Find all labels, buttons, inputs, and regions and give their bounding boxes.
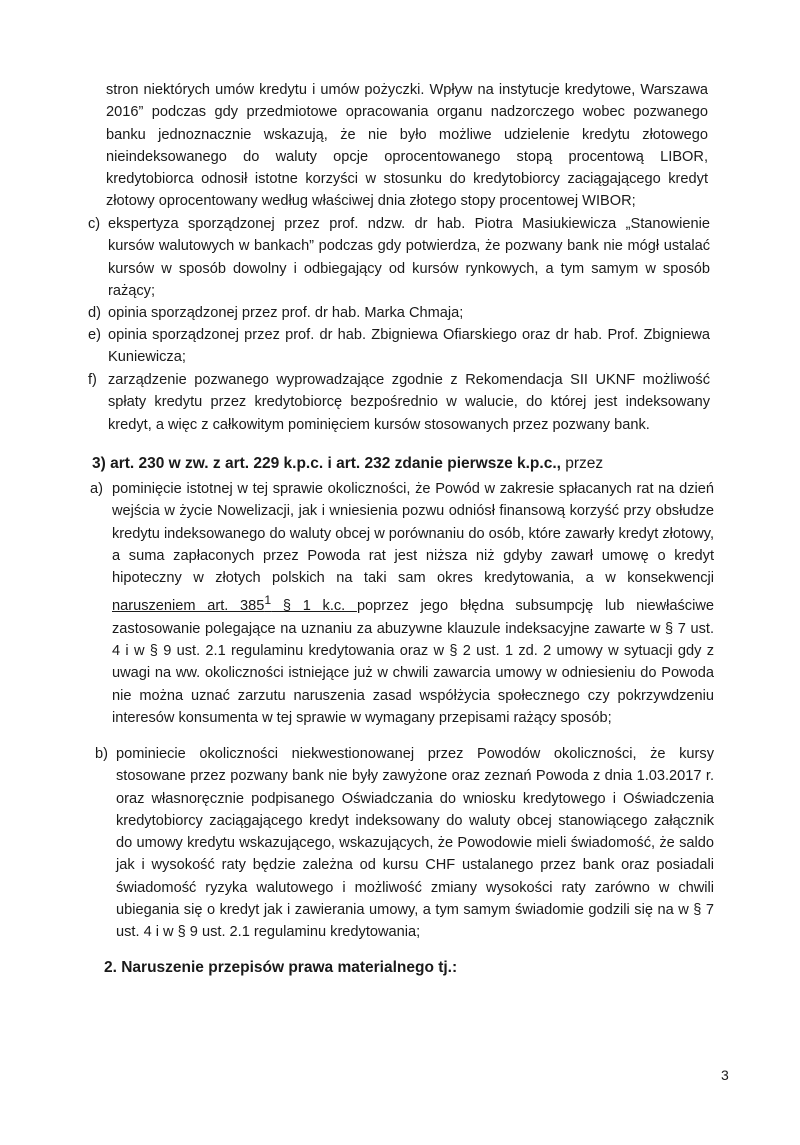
item-a-underlined-citation bbox=[112, 593, 357, 615]
section-3-heading-rest: przez bbox=[560, 455, 604, 472]
list-item-c-label: c) bbox=[88, 216, 101, 232]
list-item-e-text: opinia sporządzonej przez prof. dr hab. Zbigniewa Ofiarskiego oraz dr hab. Prof. Zbigniewa Kuniewicza; bbox=[108, 327, 710, 366]
section-3-heading-bold: 3) art. 230 w zw. z art. 229 k.p.c. i art. 232 zdanie pierwsze k.p.c., bbox=[92, 455, 561, 472]
section-3-item-a-label: a) bbox=[90, 481, 103, 497]
item-a-text-before: pominięcie istotnej w tej sprawie okoliczności, że Powód w zakresie spłacanych rat na dzień wejścia w życie Nowelizacji, jak i wniesienia pozwu odniósł finansową korzyść przy obsłudze kredytu indeksowanego do waluty obcej w porównaniu do osób, które zawarły kredyt złotowy, a suma zapłaconych przez Powoda rat jest niższa niż gdyby zawarł umowę o kredyt hipoteczny w złotych polskich na taki sam okres kredytowania, a w konsekwencji bbox=[112, 481, 714, 587]
page-number: 3 bbox=[721, 1067, 729, 1083]
citation-superscript: 1 bbox=[264, 593, 272, 608]
intro-paragraph: stron niektórych umów kredytu i umów pożyczki. Wpływ na instytucje kredytowe, Warszawa 2016” podczas gdy przedmiotowe opracowania organu nadzorczego wobec pozwanego banku jednoznacznie wskazują, że nie było możliwe udzielenie kredytu złotowego nieindeksowanego do waluty opcje oprocentowanego stopą procentową LIBOR, kredytobiorca odnosił istotne korzyści w stosunku do kredytobiorcy zaciągającego kredyt złotowy oprocentowany według właściwej dnia złotego stopy procentowej WIBOR; bbox=[106, 82, 708, 210]
list-item-c-text: ekspertyza sporządzonej przez prof. ndzw. dr hab. Piotra Masiukiewicza „Stanowienie kursów walutowych w bankach” podczas gdy potwierdza, że pozwany bank nie mógł ustalać kursów w sposób dowolny i odbiegający od kursów rynkowych, a tym samym w sposób rażący; bbox=[108, 216, 710, 299]
list-item-d-text: opinia sporządzonej przez prof. dr hab. Marka Chmaja; bbox=[108, 305, 464, 321]
list-item-e-label: e) bbox=[88, 327, 101, 343]
citation-post: § 1 k.c. bbox=[271, 598, 357, 615]
section-2-heading: 2. Naruszenie przepisów prawa materialnego tj.: bbox=[104, 959, 458, 976]
section-3-item-b-text: pominiecie okoliczności niekwestionowanej przez Powodów okoliczności, że kursy stosowane przez pozwany bank nie były zawyżone oraz zeznań Powoda z dnia 1.03.2017 r. oraz własnoręcznie podpisanego Oświadczania do wniosku kredytowego i Oświadczenia kredytobiorcy zaciągającego kredyt indeksowany do waluty obcej stanowiącego załącznik do umowy kredytu wskazującego, wskazujących, że Powodowie mieli świadomość, że saldo jak i wysokość raty będzie zależna od kursu CHF ustalanego przez bank oraz posiadali świadomość ryzyka walutowego i możliwość zmiany wysokości raty zarówno w chwili ubiegania się o kredyt jak i zawierania umowy, a tym samym świadomie godzili się na w § 7 ust. 4 i w § 9 ust. 2.1 regulaminu kredytowania; bbox=[116, 746, 714, 941]
section-3-heading bbox=[92, 453, 603, 475]
list-item-f-label: f) bbox=[88, 372, 97, 388]
section-3-item-b-label: b) bbox=[95, 746, 108, 762]
list-item-f-text: zarządzenie pozwanego wyprowadzające zgodnie z Rekomendacja SII UKNF możliwość spłaty kredytu przez kredytobiorcę bezpośrednio w walucie, do której jest indeksowany kredyt, a więc z całkowitym pominięciem kursów stosowanych przez pozwany bank. bbox=[108, 372, 710, 433]
list-item-d-label: d) bbox=[88, 305, 101, 321]
section-3-item-a-text bbox=[112, 478, 714, 729]
citation-pre: naruszeniem art. 385 bbox=[112, 598, 265, 615]
item-a-text-after: poprzez jego błędna subsumpcję lub niewłaściwe zastosowanie polegające na uznaniu za abuzywne klauzule indeksacyjne zawarte w § 7 ust. 4 i w § 9 ust. 2.1 regulaminu kredytowania oraz w § 2 ust. 1 zd. 2 umowy w sytuacji gdy z uwagi na ww. okoliczności istniejące już w chwili zawarcia umowy w odniesieniu do Powoda nie można uznać zarzutu naruszenia zasad współżycia społecznego czy pokrzywdzeniu interesów konsumenta w tej sprawie w wymagany przepisami rażący sposób; bbox=[112, 598, 715, 726]
